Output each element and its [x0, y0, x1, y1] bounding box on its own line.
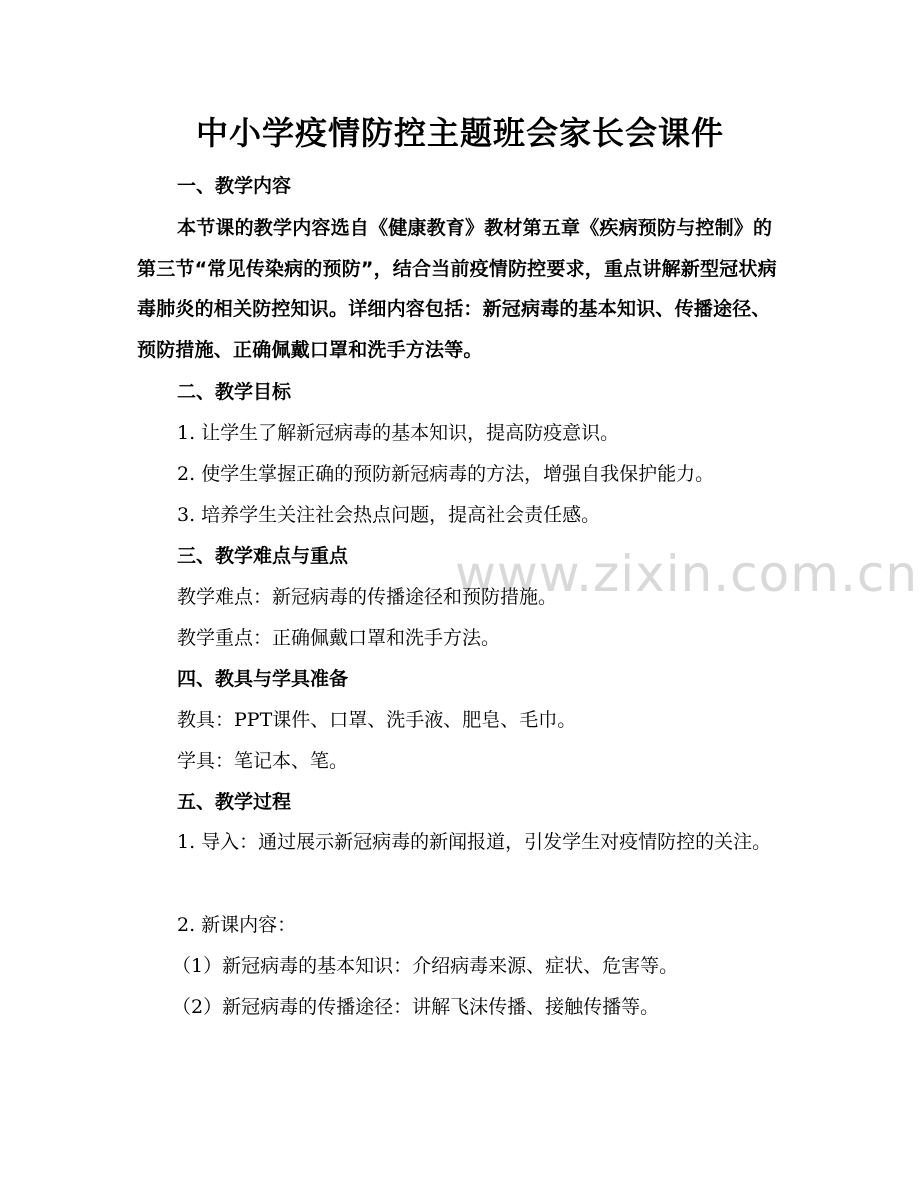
- process-new-content: 2. 新课内容：: [177, 914, 297, 936]
- section-heading-teaching-goals: 二、教学目标: [177, 381, 292, 403]
- process-sub-item-1: （1）新冠病毒的基本知识：介绍病毒来源、症状、危害等。: [172, 955, 679, 977]
- teaching-content-paragraph: 本节课的教学内容选自《健康教育》教材第五章《疾病预防与控制》的第三节“常见传染病的预防”，结合当前疫情防控要求，重点讲解新型冠状病毒肺炎的相关防控知识。详细内容包括：新冠病毒的基本知识、传播途径、预防措施、正确佩戴口罩和洗手方法等。: [137, 217, 777, 361]
- section-heading-teaching-content: 一、教学内容: [177, 175, 292, 197]
- teaching-difficulty: 教学难点：新冠病毒的传播途径和预防措施。: [177, 586, 558, 608]
- section-heading-difficulty-key: 三、教学难点与重点: [177, 545, 349, 567]
- student-tools: 学具：笔记本、笔。: [177, 750, 349, 772]
- document-title: 中小学疫情防控主题班会家长会课件: [195, 114, 724, 152]
- section-heading-tools: 四、教具与学具准备: [177, 668, 349, 690]
- teaching-key-point: 教学重点：正确佩戴口罩和洗手方法。: [177, 627, 501, 649]
- goal-item-1: 1. 让学生了解新冠病毒的基本知识，提高防疫意识。: [177, 422, 620, 444]
- process-sub-item-2: （2）新冠病毒的传播途径：讲解飞沫传播、接触传播等。: [172, 996, 660, 1018]
- section-heading-teaching-process: 五、教学过程: [177, 791, 292, 813]
- watermark: www.zixin.com.cn: [455, 545, 919, 603]
- goal-item-2: 2. 使学生掌握正确的预防新冠病毒的方法，增强自我保护能力。: [177, 463, 715, 485]
- process-intro: 1. 导入：通过展示新冠病毒的新闻报道，引发学生对疫情防控的关注。: [177, 831, 772, 853]
- goal-item-3: 3. 培养学生关注社会热点问题，提高社会责任感。: [177, 504, 601, 526]
- teaching-tools: 教具：PPT课件、口罩、洗手液、肥皂、毛巾。: [177, 709, 577, 731]
